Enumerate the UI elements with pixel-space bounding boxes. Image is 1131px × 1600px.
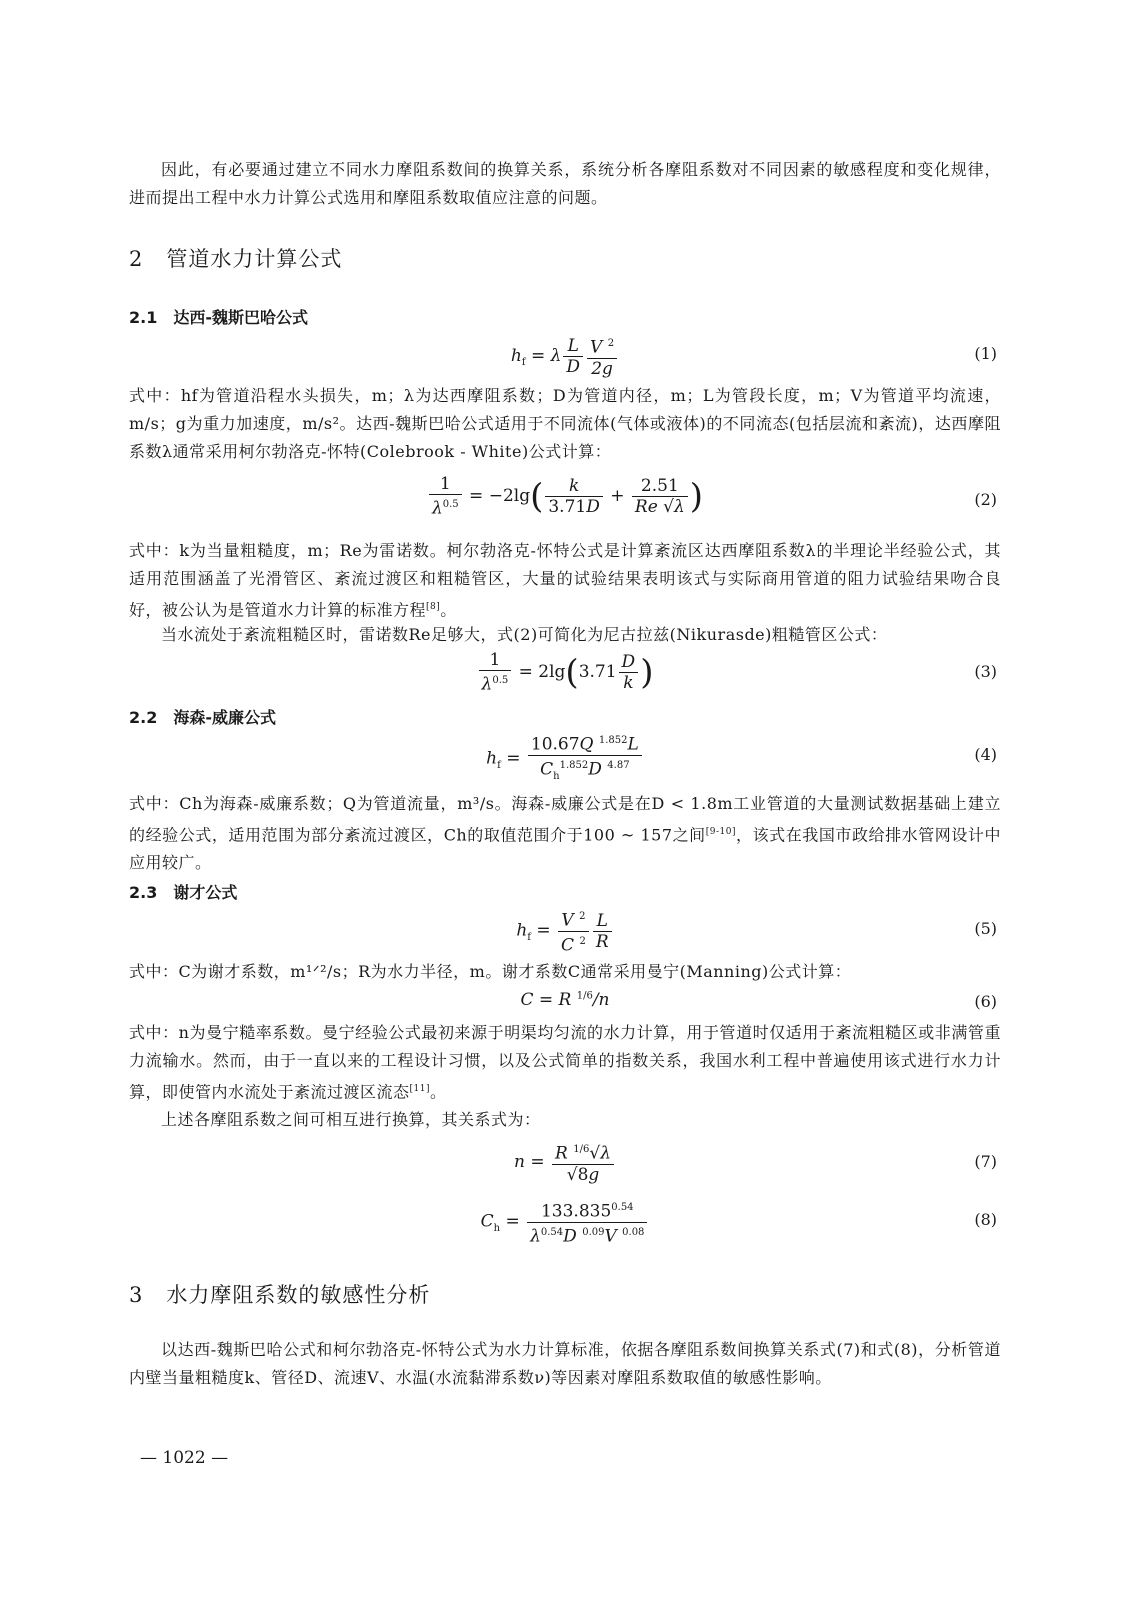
equation-3-number: (3) [974,662,997,681]
paragraph-nikuradse: 当水流处于紊流粗糙区时，雷诺数Re足够大，式(2)可简化为尼古拉兹(Nikurasde)粗糙管区公式： [161,625,888,644]
section-2-heading [129,243,342,273]
equation-5: $h_f$ = $\frac{V ^2}{C ^2}$ $\frac{L}{R}$ (5) [129,903,1001,959]
paragraph-eq2-end: 。 [440,600,457,620]
equation-4: $h_f$ = $\frac{10.67Q ^{1.852}L}{C_h^{1.852}D ^{4.87}}$ (4) [129,727,1001,783]
paragraph-eq6-end: 。 [430,1082,447,1102]
equation-8: $C_h$ = $\frac{133.835^{0.54}}{\lambda^{0.54}D ^{0.09}V ^{0.08}}$ (8) [129,1194,1001,1250]
equation-2-number: (2) [974,490,997,509]
page-number: — 1022 — [140,1448,229,1468]
paragraph-eq4-end: ，该式在我国市政给排水管网设计中应用较广。 [129,825,1001,873]
section-2-number: 2 [129,247,144,271]
subsection-2-2-heading: 2.2 海森-威廉公式 [129,708,276,727]
paragraph-eq5-definitions: 式中：C为谢才系数，m¹ᐟ²/s；R为水力半径，m。谢才系数C通常采用曼宁(Manning)公式计算： [129,962,852,981]
citation-9-10: [9-10] [705,827,736,837]
section-3-heading [129,1279,430,1309]
paragraph-conversion: 上述各摩阻系数之间可相互进行换算，其关系式为： [161,1110,541,1129]
equation-6-number: (6) [974,992,997,1011]
intro-paragraph: 因此，有必要通过建立不同水力摩阻系数间的换算关系，系统分析各摩阻系数对不同因素的敏感程度和变化规律，进而提出工程中水力计算公式选用和摩阻系数取值应注意的问题。 [129,160,1001,207]
paragraph-eq4-text: 式中：Ch为海森-威廉系数；Q为管道流量，m³/s。海森-威廉公式是在D < 1.8m工业管道的大量测试数据基础上建立的经验公式，适用范围为部分紊流过渡区，Ch的取值范围介于100 ~ 157之间 [129,794,1001,845]
equation-5-number: (5) [974,919,997,938]
paragraph-eq4-definitions [129,790,1001,877]
paragraph-eq2-text: 式中：k为当量粗糙度，m；Re为雷诺数。柯尔勃洛克-怀特公式是计算紊流区达西摩阻系数λ的半理论半经验公式，其适用范围涵盖了光滑管区、紊流过渡区和粗糙管区，大量的试验结果表明该式与实际商用管道的阻力试验结果吻合良好，被公认为是管道水力计算的标准方程 [129,541,1001,620]
equation-8-number: (8) [974,1210,997,1229]
citation-8: [8] [426,602,441,612]
paragraph-section-3: 以达西-魏斯巴哈公式和柯尔勃洛克-怀特公式为水力计算标准，依据各摩阻系数间换算关系式(7)和式(8)，分析管道内壁当量粗糙度k、管径D、流速V、水温(水流黏滞系数ν)等因素对摩阻系数取值的敏感性影响。 [129,1340,1001,1387]
equation-7: n = $\frac{R ^{1/6}√\lambda}{√8g}$ (7) [129,1136,1001,1192]
equation-6: C = R $^{1/6}$/n (6) [520,990,997,1011]
equation-2: $\frac{1}{\lambda^{0.5}}$ = −2lg( $\frac{k}{3.71D}$ + $\frac{2.51}{Re √\lambda}$ ) (2) [129,470,1001,532]
paragraph-eq2-definitions [129,537,1001,624]
section-3-title: 水力摩阻系数的敏感性分析 [166,1283,431,1307]
paragraph-eq6-text: 式中：n为曼宁糙率系数。曼宁经验公式最初来源于明渠均匀流的水力计算，用于管道时仅适用于紊流粗糙区或非满管重力流输水。然而，由于一直以来的工程设计习惯，以及公式简单的指数关系，我国水利工程中普遍使用该式进行水力计算，即使管内水流处于紊流过渡区流态 [129,1023,1001,1102]
subsection-2-3-heading: 2.3 谢才公式 [129,883,238,902]
equation-7-number: (7) [974,1152,997,1171]
section-3-number: 3 [129,1283,144,1307]
citation-11: [11] [409,1084,430,1094]
equation-1-number: (1) [974,344,997,363]
equation-4-number: (4) [974,745,997,764]
section-2-title: 管道水力计算公式 [166,247,343,271]
paragraph-eq1-definitions: 式中：hf为管道沿程水头损失，m；λ为达西摩阻系数；D为管道内径，m；L为管段长度，m；V为管道平均流速，m/s；g为重力加速度，m/s²。达西-魏斯巴哈公式适用于不同流体(气体或液体)的不同流态(包括层流和紊流)，达西摩阻系数λ通常采用柯尔勃洛克-怀特(Colebrook - White)公式计算： [129,386,1001,461]
paragraph-eq6-definitions [129,1019,1001,1106]
equation-1: $h_f = \lambda$ $\frac{L}{D}$ $\frac{V ^2}{2g}$ (1) [510,335,997,379]
equation-3: $\frac{1}{\lambda^{0.5}}$ = 2lg(3.71 $\frac{D}{k}$ ) (3) [129,648,1001,704]
subsection-2-1-heading: 2.1 达西-魏斯巴哈公式 [129,308,308,327]
